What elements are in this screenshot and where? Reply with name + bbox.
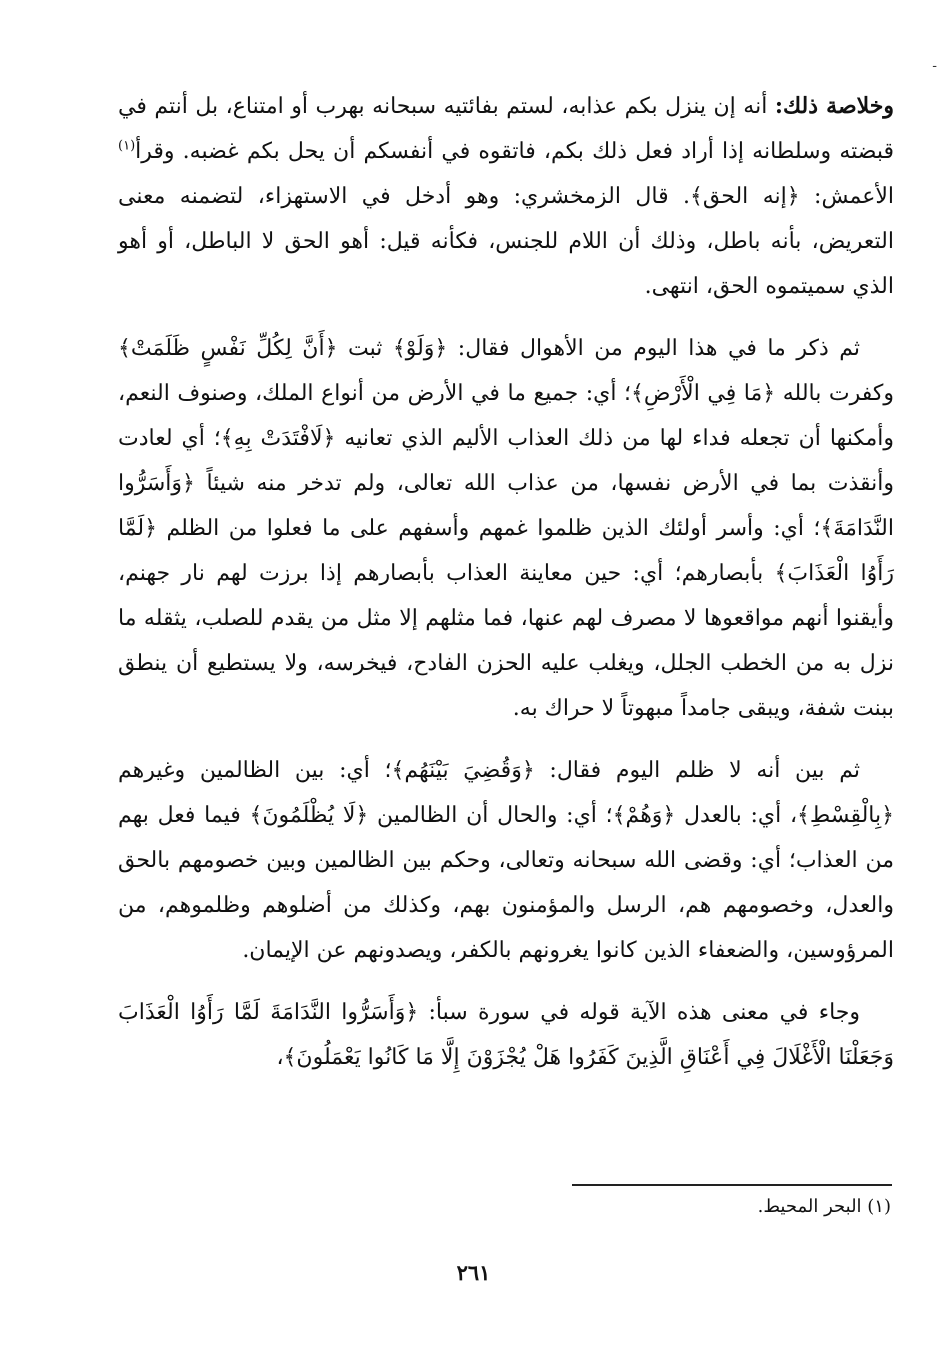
paragraph-text: الأعمش: ﴿إنه الحق﴾. قال الزمخشري: وهو أدخل في الاستهزاء، لتضمنه معنى التعريض، بأنه باطل، وذلك أن اللام للجنس، فكأنه قيل: أهو الحق لا الباطل، أو أهو الذي سميتموه الحق، انتهى. xyxy=(118,184,894,299)
paragraph-judgment: ثم بين أنه لا ظلم اليوم فقال: ﴿وَقُضِيَ بَيْنَهُم﴾؛ أي: بين الظالمين وغيرهم ﴿بِالْقِسْطِ﴾، أي: بالعدل ﴿وَهُمْ﴾؛ أي: والحال أن الظالمين ﴿لَا يُظْلَمُونَ﴾ فيما فعل بهم من العذاب؛ أي: وقضى الله سبحانه وتعالى، وحكم بين الظالمين وبين خصومهم بالحق والعدل، وخصومهم هم، الرسل والمؤمنون بهم، وكذلك من أضلوهم وظلموهم، من المرؤوسين، والضعفاء الذين كانوا يغرونهم بالكفر، ويصدونهم عن الإيمان. xyxy=(118,758,894,963)
main-text xyxy=(118,84,894,1097)
footnote: (١) البحر المحيط. xyxy=(757,1196,891,1217)
edge-mark: - xyxy=(932,58,937,74)
paragraph-summary xyxy=(118,84,894,309)
paragraph-lead: وخلاصة ذلك: xyxy=(774,93,894,119)
paragraph-saba: وجاء في معنى هذه الآية قوله في سورة سبأ: ﴿وَأَسَرُّوا النَّدَامَةَ لَمَّا رَأَوُا الْعَذَابَ وَجَعَلْنَا الْأَغْلَالَ فِي أَعْنَاقِ الَّذِينَ كَفَرُوا هَلْ يُجْزَوْنَ إِلَّا مَا كَانُوا يَعْمَلُونَ﴾، xyxy=(118,1000,894,1070)
paragraph-text: أنه إن ينزل بكم عذابه، لستم بفائتيه سبحانه بهرب أو امتناع، بل أنتم في قبضته وسلطانه إذا أراد فعل ذلك بكم، فاتقوه في أنفسكم أن يحل بكم غضبه. وقرأ xyxy=(118,94,894,164)
footnote-divider xyxy=(572,1184,892,1186)
footnote-reference[interactable]: (١) xyxy=(118,138,136,154)
page-number: ٢٦١ xyxy=(456,1260,491,1285)
paragraph-horrors: ثم ذكر ما في هذا اليوم من الأهوال فقال: ﴿وَلَوْ﴾ ثبت ﴿أَنَّ لِكُلِّ نَفْسٍ ظَلَمَتْ﴾ وكفرت بالله ﴿مَا فِي الْأَرْضِ﴾؛ أي: جميع ما في الأرض من أنواع الملك، وصنوف النعم، وأمكنها أن تجعله فداء لها من ذلك العذاب الأليم الذي تعانيه ﴿لَافْتَدَتْ بِهِ﴾؛ أي لعادت وأنقذت بما في الأرض نفسها، من عذاب الله تعالى، ولم تدخر منه شيئاً ﴿وَأَسَرُّوا النَّدَامَةَ﴾؛ أي: وأسر أولئك الذين ظلموا غمهم وأسفهم على ما فعلوا من الظلم ﴿لَمَّا رَأَوُا الْعَذَابَ﴾ بأبصارهم؛ أي: حين معاينة العذاب بأبصارهم إذا برزت لهم نار جهنم، وأيقنوا أنهم مواقعوها لا مصرف لهم عنها، فما مثلهم إلا مثل من يقدم للصلب، يثقله ما نزل به من الخطب الجلل، ويغلب عليه الحزن الفادح، فيخرسه، ولا يستطيع أن ينطق ببنت شفة، ويبقى جامداً مبهوتاً لا حراك به. xyxy=(118,336,894,721)
